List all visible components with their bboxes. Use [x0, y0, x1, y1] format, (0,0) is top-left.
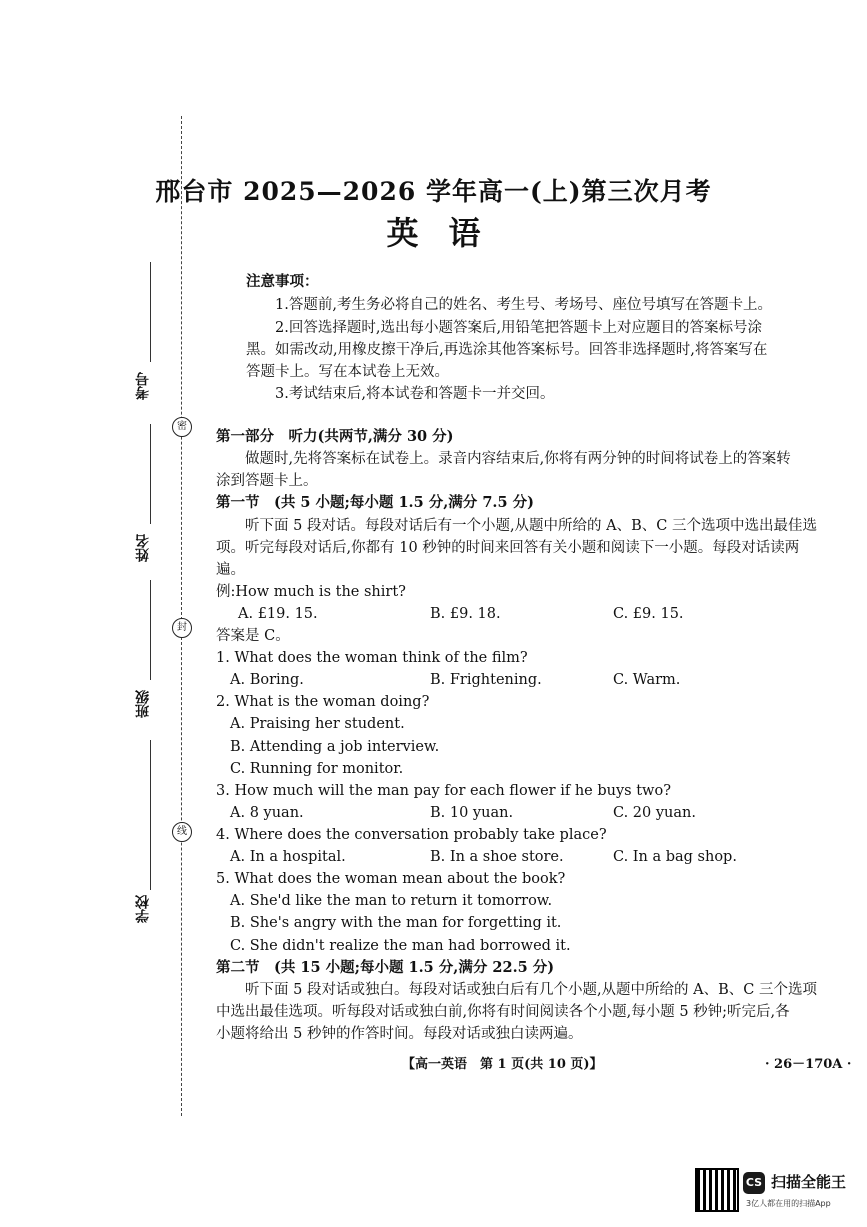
notes-item-1: 1.答题前,考生务必将自己的姓名、考生号、考场号、座位号填写在答题卡上。: [275, 297, 772, 313]
name-label: 姓名: [135, 534, 151, 562]
q2-option-b: B. Attending a job interview.: [230, 739, 440, 755]
section1-instructions-cont: 项。听完每段对话后,你都有 10 秒钟的时间来回答有关小题和阅读下一小题。每段对话读两: [216, 540, 800, 556]
q3-option-c: C. 20 yuan.: [613, 805, 696, 821]
q4-option-b: B. In a shoe store.: [430, 849, 564, 865]
q5-option-b: B. She's angry with the man for forgetting it.: [230, 915, 562, 931]
exam-no-line: [150, 262, 151, 362]
q1-option-c: C. Warm.: [613, 672, 681, 688]
seal-mark-mi: 密: [172, 417, 192, 437]
seal-mark-xian: 线: [172, 822, 192, 842]
paper-code: · 26－170A ·: [765, 1057, 852, 1072]
class-label: 班级: [135, 690, 151, 718]
q1-option-a: A. Boring.: [230, 672, 304, 688]
question-2: 2. What is the woman doing?: [216, 694, 430, 710]
binding-dashed-line: [181, 116, 182, 1116]
exam-title: 邢台市 2025—2026 学年高一(上)第三次月考: [155, 177, 712, 206]
notes-item-3: 3.考试结束后,将本试卷和答题卡一并交回。: [275, 386, 555, 402]
notes-item-2: 2.回答选择题时,选出每小题答案后,用铅笔把答题卡上对应题目的答案标号涂: [275, 320, 763, 336]
part1-instructions: 做题时,先将答案标在试卷上。录音内容结束后,你将有两分钟的时间将试卷上的答案转: [245, 451, 791, 467]
section2-heading: 第二节 (共 15 小题;每小题 1.5 分,满分 22.5 分): [216, 959, 555, 976]
school-line: [150, 740, 151, 890]
page-footer: 【高一英语 第 1 页(共 10 页)】: [402, 1057, 603, 1072]
camscanner-logo-icon: CS: [743, 1172, 765, 1194]
section1-heading: 第一节 (共 5 小题;每小题 1.5 分,满分 7.5 分): [216, 494, 534, 511]
name-line: [150, 424, 151, 524]
example-answer: 答案是 C。: [216, 628, 290, 644]
example-option-a: A. £19. 15.: [238, 606, 318, 622]
q5-option-c: C. She didn't realize the man had borrowed it.: [230, 938, 571, 954]
q1-option-b: B. Frightening.: [430, 672, 542, 688]
part1-instructions-cont: 涂到答题卡上。: [216, 473, 318, 489]
school-label: 学校: [135, 895, 151, 923]
section2-instructions: 听下面 5 段对话或独白。每段对话或独白后有几个小题,从题中所给的 A、B、C 三个选项: [245, 982, 817, 998]
section2-instructions-end: 小题将给出 5 秒钟的作答时间。每段对话或独白读两遍。: [216, 1026, 583, 1042]
example-option-b: B. £9. 18.: [430, 606, 501, 622]
example-option-c: C. £9. 15.: [613, 606, 684, 622]
question-3: 3. How much will the man pay for each flower if he buys two?: [216, 783, 671, 799]
exam-no-label: 考号: [135, 372, 151, 400]
section1-instructions: 听下面 5 段对话。每段对话后有一个小题,从题中所给的 A、B、C 三个选项中选出最佳选: [245, 518, 817, 534]
q5-option-a: A. She'd like the man to return it tomorrow.: [230, 893, 553, 909]
camscanner-tagline: 3亿人都在用的扫描App: [746, 1199, 831, 1208]
class-line: [150, 580, 151, 680]
notes-heading: 注意事项：: [246, 273, 319, 290]
section1-instructions-end: 遍。: [216, 562, 245, 578]
q2-option-a: A. Praising her student.: [230, 716, 405, 732]
q3-option-a: A. 8 yuan.: [230, 805, 304, 821]
question-4: 4. Where does the conversation probably take place?: [216, 827, 607, 843]
notes-item-2-cont: 黑。如需改动,用橡皮擦干净后,再选涂其他答案标号。回答非选择题时,将答案写在: [246, 342, 768, 358]
question-5: 5. What does the woman mean about the book?: [216, 871, 566, 887]
camscanner-name: 扫描全能王: [771, 1173, 847, 1191]
notes-item-2-end: 答题卡上。写在本试卷上无效。: [246, 364, 449, 380]
section2-instructions-cont: 中选出最佳选项。听每段对话或独白前,你将有时间阅读各个小题,每小题 5 秒钟;听完后,各: [216, 1004, 790, 1020]
q4-option-a: A. In a hospital.: [230, 849, 346, 865]
subject-title: 英语: [386, 214, 511, 252]
qr-code-icon: [695, 1168, 739, 1212]
q3-option-b: B. 10 yuan.: [430, 805, 514, 821]
seal-mark-feng: 封: [172, 618, 192, 638]
part1-heading: 第一部分 听力(共两节,满分 30 分): [216, 428, 454, 445]
q4-option-c: C. In a bag shop.: [613, 849, 737, 865]
example-question: 例:How much is the shirt?: [216, 584, 406, 600]
question-1: 1. What does the woman think of the film?: [216, 650, 528, 666]
q2-option-c: C. Running for monitor.: [230, 761, 404, 777]
